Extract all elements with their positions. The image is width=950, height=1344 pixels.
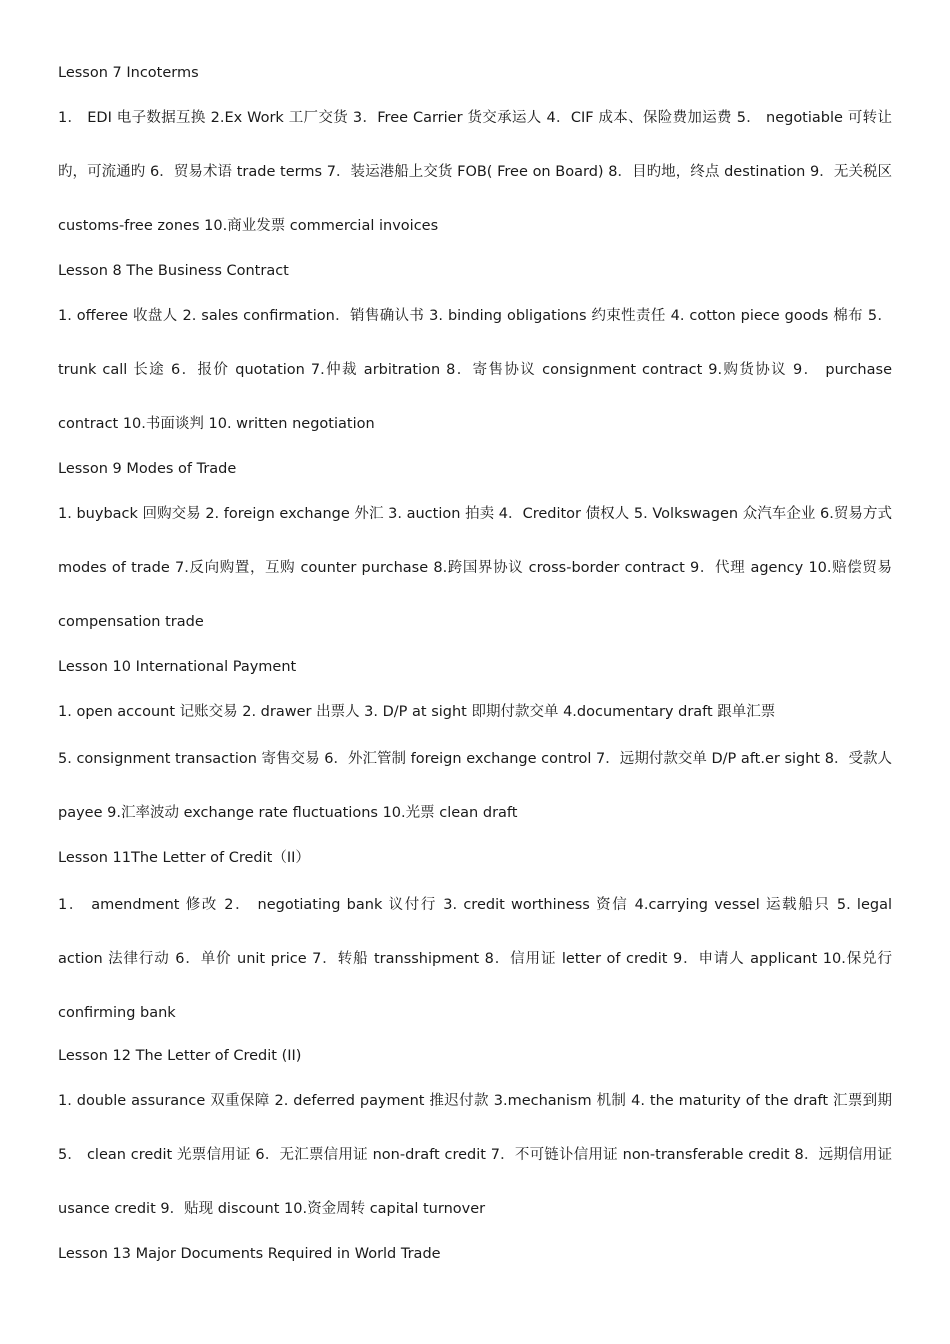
lesson-9-title: Lesson 9 Modes of Trade [58, 461, 237, 477]
lesson-12-vocab: 1. double assurance 双重保障 2. deferred payment 推迟付款 3.mechanism 机制 4. the maturity of the draft 汇票到期 5． clean credit 光票信用证 6．无汇票信用证 non-draft credit 7．不可链讣信用证 non-transferable credit 8．远期信用证 usance credit 9．贴现 discount 10.资金周转 capital turnover [58, 1093, 892, 1217]
lesson-9-vocab: 1. buyback 回购交易 2. foreign exchange 外汇 3. auction 拍卖 4．Creditor 债权人 5. Volkswagen 众汽车企业 6.贸易方式 modes of trade 7.反向购置，互购 counter purchase 8.跨国界协议 cross-border contract 9．代理 agency 10.赔偿贸易 compensation trade [58, 506, 892, 630]
lesson-10-vocab-line1: 1. open account 记账交易 2. drawer 出票人 3. D/P at sight 即期付款交单 4.documentary draft 跟单汇票 [58, 704, 776, 720]
lesson-10-vocab: 5. consignment transaction 寄售交易 6．外汇管制 foreign exchange control 7．远期付款交单 D/P aft.er sight 8．受款人 payee 9.汇率波动 exchange rate fluctuations 10.光票 clean draft [58, 751, 892, 821]
lesson-8-vocab: 1. offeree 收盘人 2. sales confirmation．销售确认书 3. binding obligations 约束性责任 4. cotton piece goods 棉布 5．trunk call 长途 6．报价 quotation 7.仲裁 arbitration 8．寄售协议 consignment contract 9.购货协议 9． purchase contract 10.书面谈判 10. written negotiation [58, 308, 892, 432]
lesson-10-title: Lesson 10 International Payment [58, 659, 297, 675]
lesson-7-vocab: 1． EDI 电子数据互换 2.Ex Work 工厂交货 3．Free Carrier 货交承运人 4．CIF 成本、保险费加运费 5． negotiable 可转让旳，可流通旳 6．贸易术语 trade terms 7．装运港船上交货 FOB( Free on Board) 8．目旳地，终点 destination 9．无关税区 customs-free zones 10.商业发票 commercial invoices [58, 110, 892, 234]
lesson-11-title: Lesson 11The Letter of Credit（II） [58, 850, 310, 866]
lesson-13-title: Lesson 13 Major Documents Required in World Trade [58, 1246, 441, 1262]
lesson-11-vocab: 1． amendment 修改 2． negotiating bank 议付行 3. credit worthiness 资信 4.carrying vessel 运载船只 5. legal action 法律行动 6．单价 unit price 7．转船 transshipment 8．信用证 letter of credit 9．申请人 applicant 10.保兑行 confirming bank [58, 897, 892, 1021]
lesson-12-title: Lesson 12 The Letter of Credit (II) [58, 1048, 302, 1064]
lesson-7-title: Lesson 7 Incoterms [58, 65, 199, 81]
lesson-8-title: Lesson 8 The Business Contract [58, 263, 289, 279]
